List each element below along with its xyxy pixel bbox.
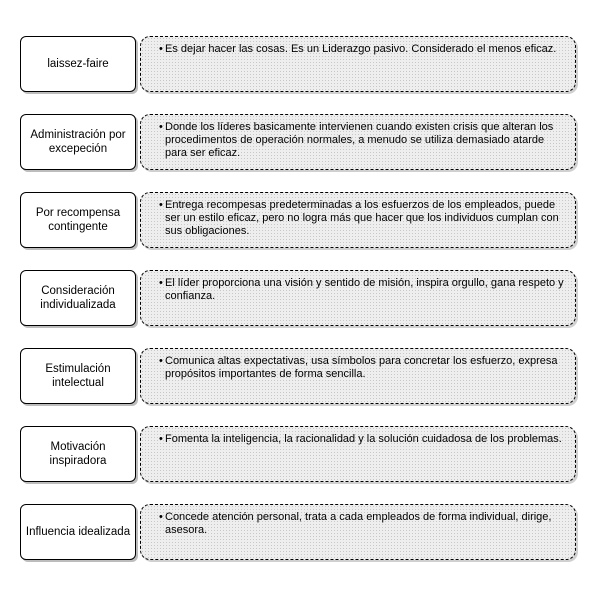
bullet: • [159,511,163,523]
row-laissez-faire [20,36,576,92]
bullet: • [159,277,163,289]
row-consideracion-individualizada [20,270,576,326]
description-por-recompensa-contingente [140,192,576,248]
label-estimulacion-intelectual: Estimulación intelectual [20,348,136,404]
label-laissez-faire: laissez-faire [20,36,136,92]
description-laissez-faire [140,36,576,92]
bullet: • [159,355,163,367]
row-motivacion-inspiradora [20,426,576,482]
bullet: • [159,121,163,133]
row-influencia-idealizada [20,504,576,560]
description-motivacion-inspiradora [140,426,576,482]
bullet: • [159,199,163,211]
description-text: Comunica altas expectativas, usa símbolos para concretar los esfuerzo, expresa propósitos importantes de forma sencilla. [165,355,558,380]
description-administracion-por-excepcion [140,114,576,170]
description-text: Entrega recompesas predeterminadas a los esfuerzos de los empleados, puede ser un estilo eficaz, pero no logra más que hacer que los individuos cumplan con sus obligaciones. [165,199,559,237]
label-consideracion-individualizada: Consideración individualizada [20,270,136,326]
description-consideracion-individualizada [140,270,576,326]
description-estimulacion-intelectual [140,348,576,404]
label-administracion-por-excepcion: Administración por excepeción [20,114,136,170]
description-text: El líder proporciona una visión y sentido de misión, inspira orgullo, gana respeto y confianza. [165,277,564,302]
label-influencia-idealizada: Influencia idealizada [20,504,136,560]
bullet: • [159,433,163,445]
label-motivacion-inspiradora: Motivación inspiradora [20,426,136,482]
bullet: • [159,43,163,55]
row-por-recompensa-contingente [20,192,576,248]
label-por-recompensa-contingente: Por recompensa contingente [20,192,136,248]
row-estimulacion-intelectual [20,348,576,404]
description-text: Concede atención personal, trata a cada empleados de forma individual, dirige, asesora. [165,511,552,536]
description-text: Donde los líderes basicamente intervienen cuando existen crisis que alteran los procedimentos de operación normales, a menudo se utiliza demasiado atarde para ser eficaz. [165,121,554,159]
row-administracion-por-excepcion [20,114,576,170]
description-text: Fomenta la inteligencia, la racionalidad y la solución cuidadosa de los problemas. [165,433,562,445]
description-text: Es dejar hacer las cosas. Es un Liderazgo pasivo. Considerado el menos eficaz. [165,43,557,55]
description-influencia-idealizada [140,504,576,560]
